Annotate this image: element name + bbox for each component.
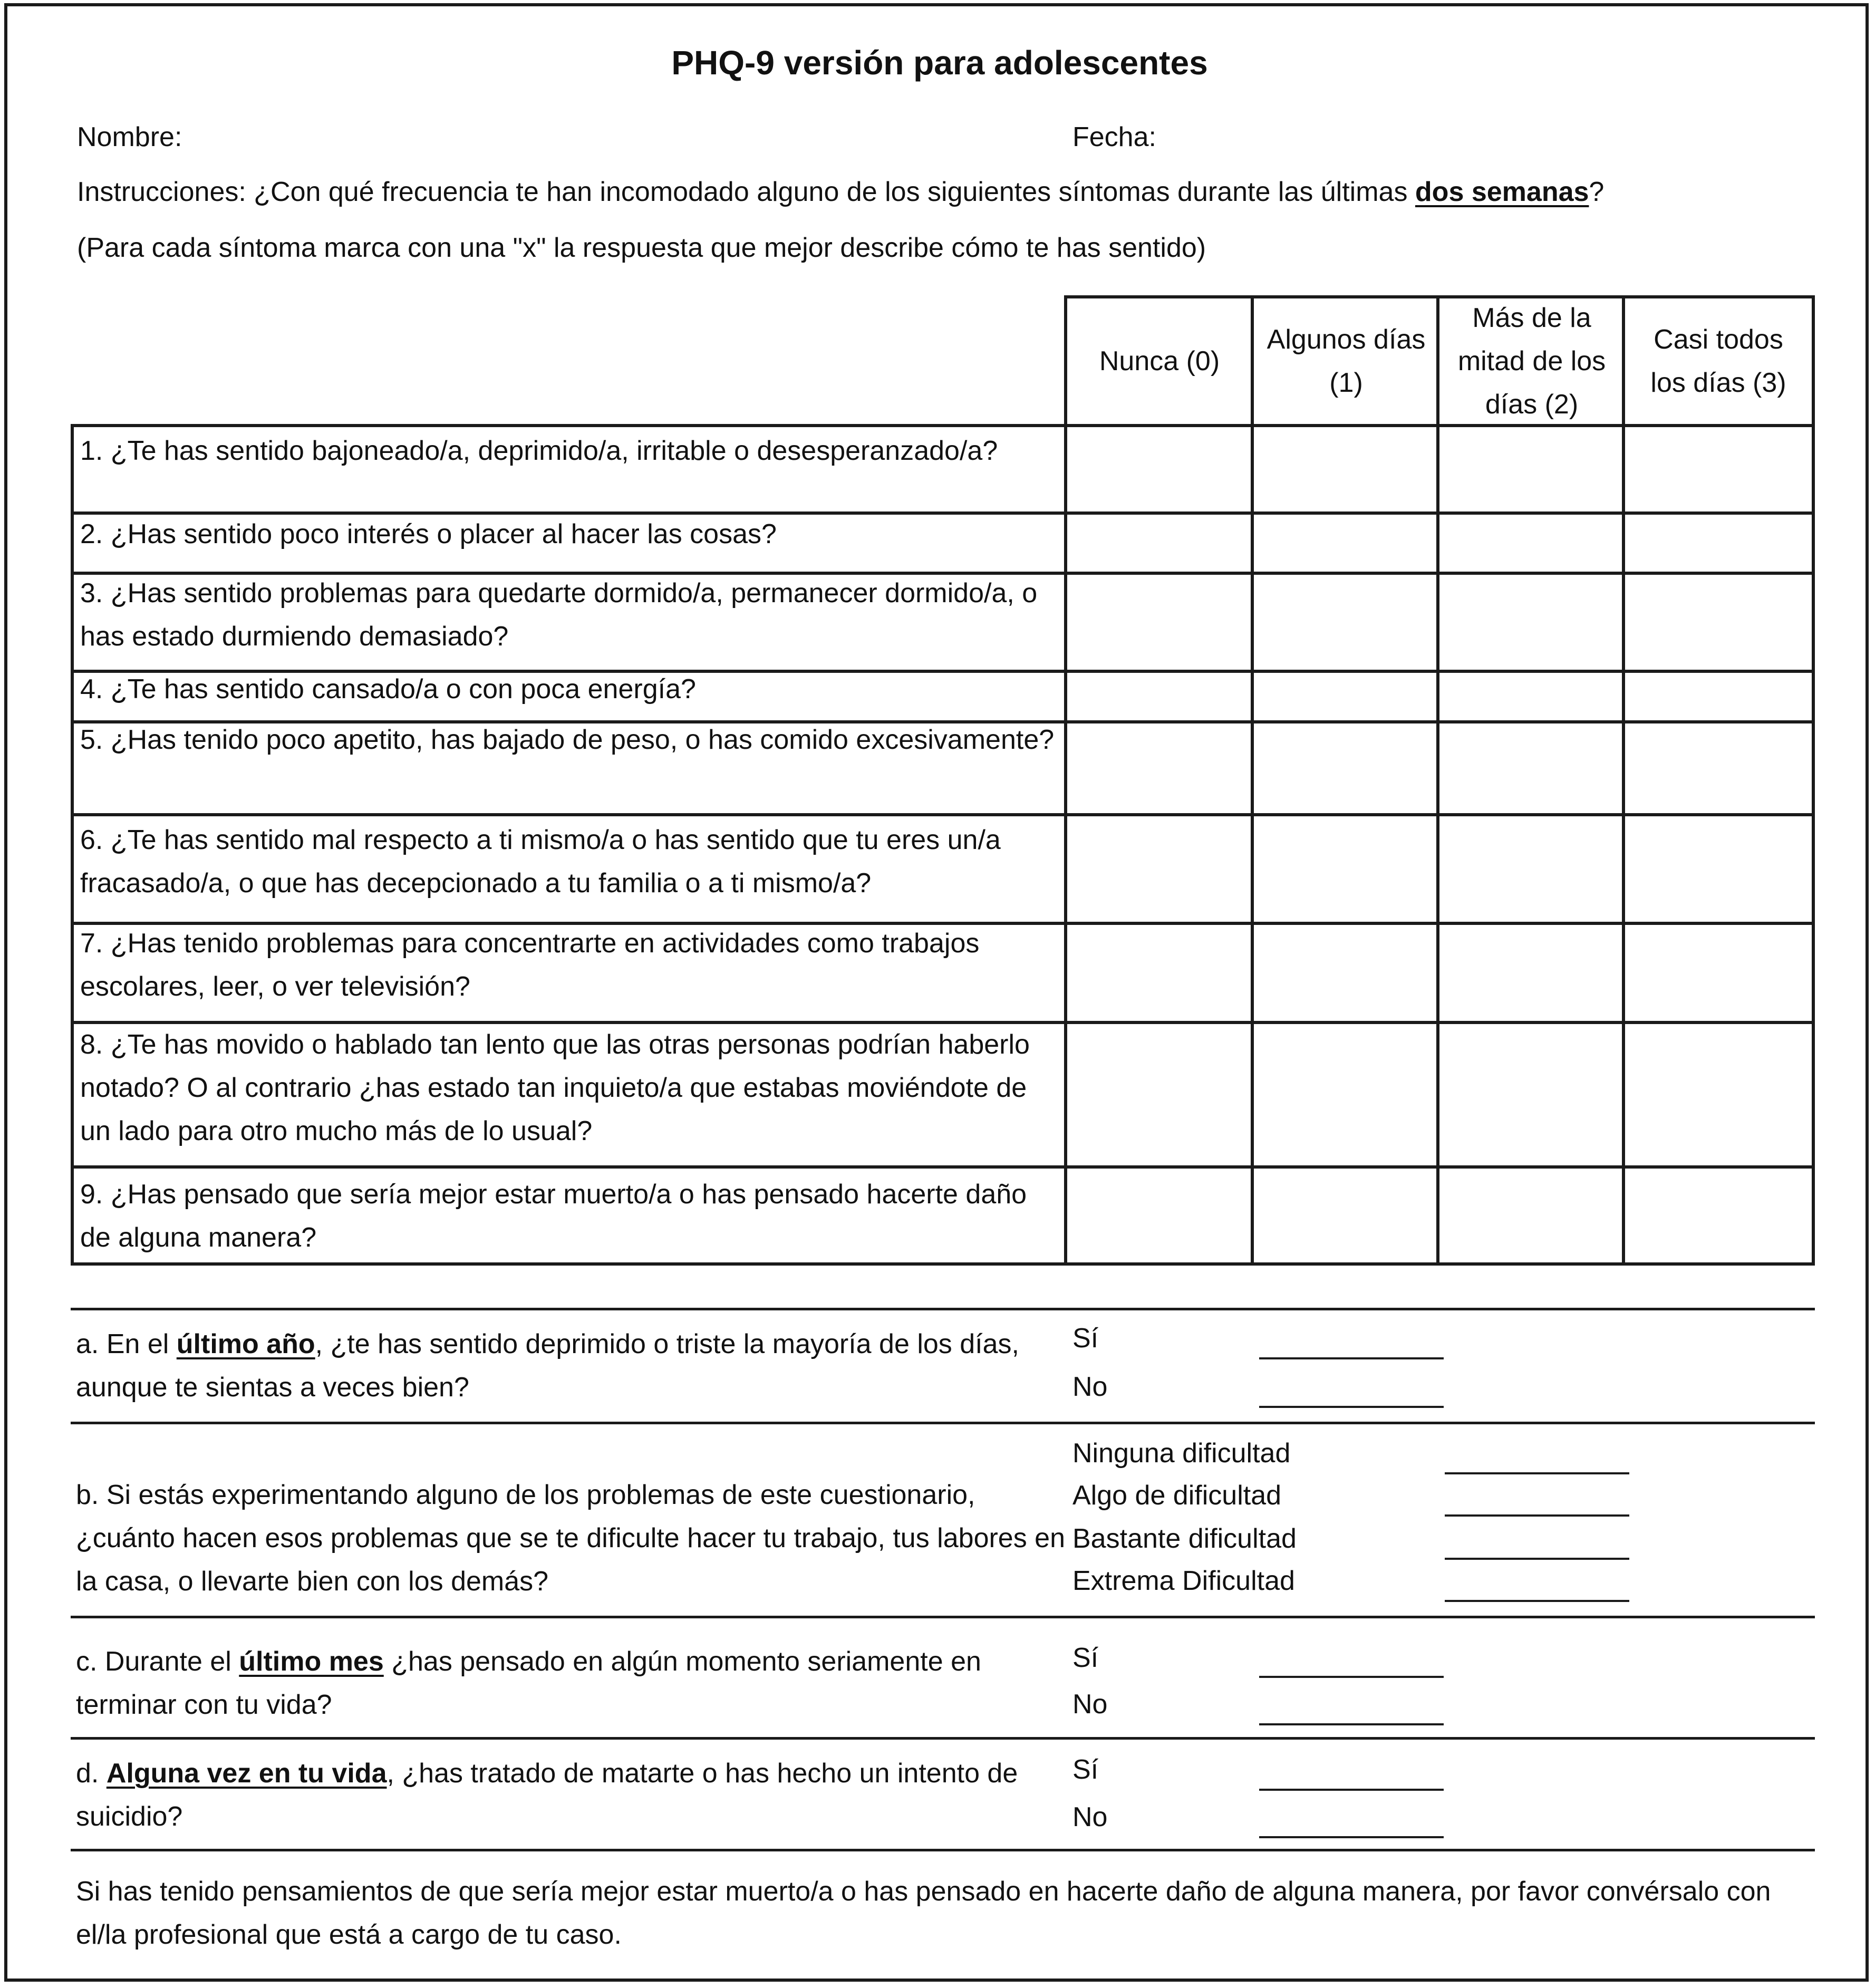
- question-a-no-blank[interactable]: [1259, 1406, 1444, 1408]
- answer-cell-q3-casi-todos[interactable]: [1625, 575, 1812, 670]
- question-c-no-blank[interactable]: [1259, 1723, 1444, 1725]
- instructions-text: Instrucciones: ¿Con qué frecuencia te han incomodado alguno de los siguientes síntomas durante las últimas: [77, 177, 1415, 207]
- column-header-nunca: Nunca (0): [1099, 346, 1220, 377]
- answer-cell-q7-mas-de-la-mitad[interactable]: [1439, 925, 1622, 1021]
- answer-cell-q5-casi-todos[interactable]: [1625, 723, 1812, 813]
- answer-cell-q4-nunca[interactable]: [1067, 673, 1251, 720]
- answer-cell-q6-mas-de-la-mitad[interactable]: [1439, 816, 1622, 922]
- answer-cell-q1-mas-de-la-mitad[interactable]: [1439, 427, 1622, 512]
- answer-cell-q4-mas-de-la-mitad[interactable]: [1439, 673, 1622, 720]
- question-b-algo-blank[interactable]: [1445, 1514, 1629, 1517]
- question-8: 8. ¿Te has movido o hablado tan lento que las otras personas podrían haberlo notado? O al contrario ¿has estado tan inquieto/a que estabas moviéndote de un lado para otro mucho más de lo usual?: [80, 1029, 1030, 1146]
- answer-cell-q4-algunos-dias[interactable]: [1254, 673, 1436, 720]
- column-header-mas-de-la-mitad: Más de la mitad de los días (2): [1457, 303, 1606, 420]
- answer-cell-q2-mas-de-la-mitad[interactable]: [1439, 515, 1622, 572]
- question-b-option-extrema: Extrema Dificultad: [1072, 1566, 1295, 1596]
- instructions-note: (Para cada síntoma marca con una "x" la respuesta que mejor describe cómo te has sentido): [77, 233, 1206, 263]
- question-4: 4. ¿Te has sentido cansado/a o con poca energía?: [80, 674, 696, 705]
- question-c-si-blank[interactable]: [1259, 1676, 1444, 1678]
- answer-cell-q3-nunca[interactable]: [1067, 575, 1251, 670]
- answer-cell-q9-casi-todos[interactable]: [1625, 1169, 1812, 1262]
- page-title: PHQ-9 versión para adolescentes: [671, 44, 1208, 82]
- column-header-algunos-dias: Algunos días (1): [1267, 324, 1426, 398]
- symptom-table: [71, 295, 1815, 1266]
- question-b: b. Si estás experimentando alguno de los problemas de este cuestionario, ¿cuánto hacen esos problemas que se te dificulte hacer tu trabajo, tus labores en la casa, o llevarte bien con los demás?: [76, 1480, 1066, 1597]
- instructions-end: ?: [1589, 177, 1605, 207]
- answer-cell-q1-casi-todos[interactable]: [1625, 427, 1812, 512]
- footer-note: Si has tenido pensamientos de que sería mejor estar muerto/a o has pensado en hacerte daño de alguna manera, por favor convérsalo con el/la profesional que está a cargo de tu caso.: [76, 1876, 1771, 1950]
- answer-cell-q4-casi-todos[interactable]: [1625, 673, 1812, 720]
- answer-cell-q9-algunos-dias[interactable]: [1254, 1169, 1436, 1262]
- answer-cell-q6-casi-todos[interactable]: [1625, 816, 1812, 922]
- answer-cell-q8-casi-todos[interactable]: [1625, 1024, 1812, 1165]
- question-c-emphasis: último mes: [239, 1646, 384, 1677]
- question-d: d. Alguna vez en tu vida, ¿has tratado de matarte o has hecho un intento de suicidio?: [76, 1758, 1018, 1832]
- question-a-emphasis: último año: [176, 1329, 315, 1359]
- answer-cell-q7-algunos-dias[interactable]: [1254, 925, 1436, 1021]
- question-b-extrema-blank[interactable]: [1445, 1600, 1629, 1602]
- question-5: 5. ¿Has tenido poco apetito, has bajado de peso, o has comido excesivamente?: [80, 725, 1055, 755]
- question-2: 2. ¿Has sentido poco interés o placer al hacer las cosas?: [80, 519, 777, 549]
- answer-cell-q1-nunca[interactable]: [1067, 427, 1251, 512]
- answer-cell-q2-algunos-dias[interactable]: [1254, 515, 1436, 572]
- answer-cell-q8-nunca[interactable]: [1067, 1024, 1251, 1165]
- question-a-option-no: No: [1072, 1372, 1108, 1402]
- date-label: Fecha:: [1072, 122, 1156, 152]
- answer-cell-q9-nunca[interactable]: [1067, 1169, 1251, 1262]
- column-header-casi-todos: Casi todos los días (3): [1650, 324, 1786, 398]
- answer-cell-q6-algunos-dias[interactable]: [1254, 816, 1436, 922]
- question-b-bastante-blank[interactable]: [1445, 1558, 1629, 1560]
- question-a-si-blank[interactable]: [1259, 1357, 1444, 1359]
- question-d-emphasis: Alguna vez en tu vida: [106, 1758, 387, 1789]
- answer-cell-q6-nunca[interactable]: [1067, 816, 1251, 922]
- question-a-option-si: Sí: [1072, 1323, 1099, 1354]
- answer-cell-q5-algunos-dias[interactable]: [1254, 723, 1436, 813]
- question-b-option-bastante: Bastante dificultad: [1072, 1523, 1297, 1554]
- question-a: a. En el último año, ¿te has sentido deprimido o triste la mayoría de los días, aunque te sientas a veces bien?: [76, 1329, 1019, 1403]
- question-c-option-si: Sí: [1072, 1643, 1099, 1673]
- question-b-option-ninguna: Ninguna dificultad: [1072, 1438, 1291, 1469]
- answer-cell-q3-mas-de-la-mitad[interactable]: [1439, 575, 1622, 670]
- name-label: Nombre:: [77, 122, 182, 152]
- answer-cell-q7-casi-todos[interactable]: [1625, 925, 1812, 1021]
- instructions: [77, 171, 1604, 213]
- question-c: c. Durante el último mes ¿has pensado en algún momento seriamente en terminar con tu vida?: [76, 1646, 981, 1720]
- question-7: 7. ¿Has tenido problemas para concentrarte en actividades como trabajos escolares, leer, o ver televisión?: [80, 928, 980, 1002]
- answer-cell-q7-nunca[interactable]: [1067, 925, 1251, 1021]
- answer-cell-q3-algunos-dias[interactable]: [1254, 575, 1436, 670]
- answer-cell-q8-algunos-dias[interactable]: [1254, 1024, 1436, 1165]
- question-d-no-blank[interactable]: [1259, 1836, 1444, 1838]
- answer-cell-q8-mas-de-la-mitad[interactable]: [1439, 1024, 1622, 1165]
- question-d-si-blank[interactable]: [1259, 1789, 1444, 1791]
- answer-cell-q1-algunos-dias[interactable]: [1254, 427, 1436, 512]
- question-3: 3. ¿Has sentido problemas para quedarte dormido/a, permanecer dormido/a, o has estado durmiendo demasiado?: [80, 578, 1038, 652]
- question-c-option-no: No: [1072, 1689, 1108, 1720]
- question-d-option-no: No: [1072, 1802, 1108, 1832]
- question-6: 6. ¿Te has sentido mal respecto a ti mismo/a o has sentido que tu eres un/a fracasado/a, o que has decepcionado a tu familia o a ti mismo/a?: [80, 825, 1001, 899]
- answer-cell-q5-mas-de-la-mitad[interactable]: [1439, 723, 1622, 813]
- question-d-option-si: Sí: [1072, 1754, 1099, 1785]
- answer-cell-q2-nunca[interactable]: [1067, 515, 1251, 572]
- question-9: 9. ¿Has pensado que sería mejor estar muerto/a o has pensado hacerte daño de alguna manera?: [80, 1179, 1027, 1253]
- answer-cell-q9-mas-de-la-mitad[interactable]: [1439, 1169, 1622, 1262]
- question-b-option-algo: Algo de dificultad: [1072, 1480, 1282, 1511]
- questionnaire-page: [4, 3, 1869, 1982]
- question-1: 1. ¿Te has sentido bajoneado/a, deprimido/a, irritable o desesperanzado/a?: [80, 436, 998, 466]
- answer-cell-q2-casi-todos[interactable]: [1625, 515, 1812, 572]
- question-b-ninguna-blank[interactable]: [1445, 1472, 1629, 1474]
- answer-cell-q5-nunca[interactable]: [1067, 723, 1251, 813]
- instructions-emphasis: dos semanas: [1415, 177, 1589, 207]
